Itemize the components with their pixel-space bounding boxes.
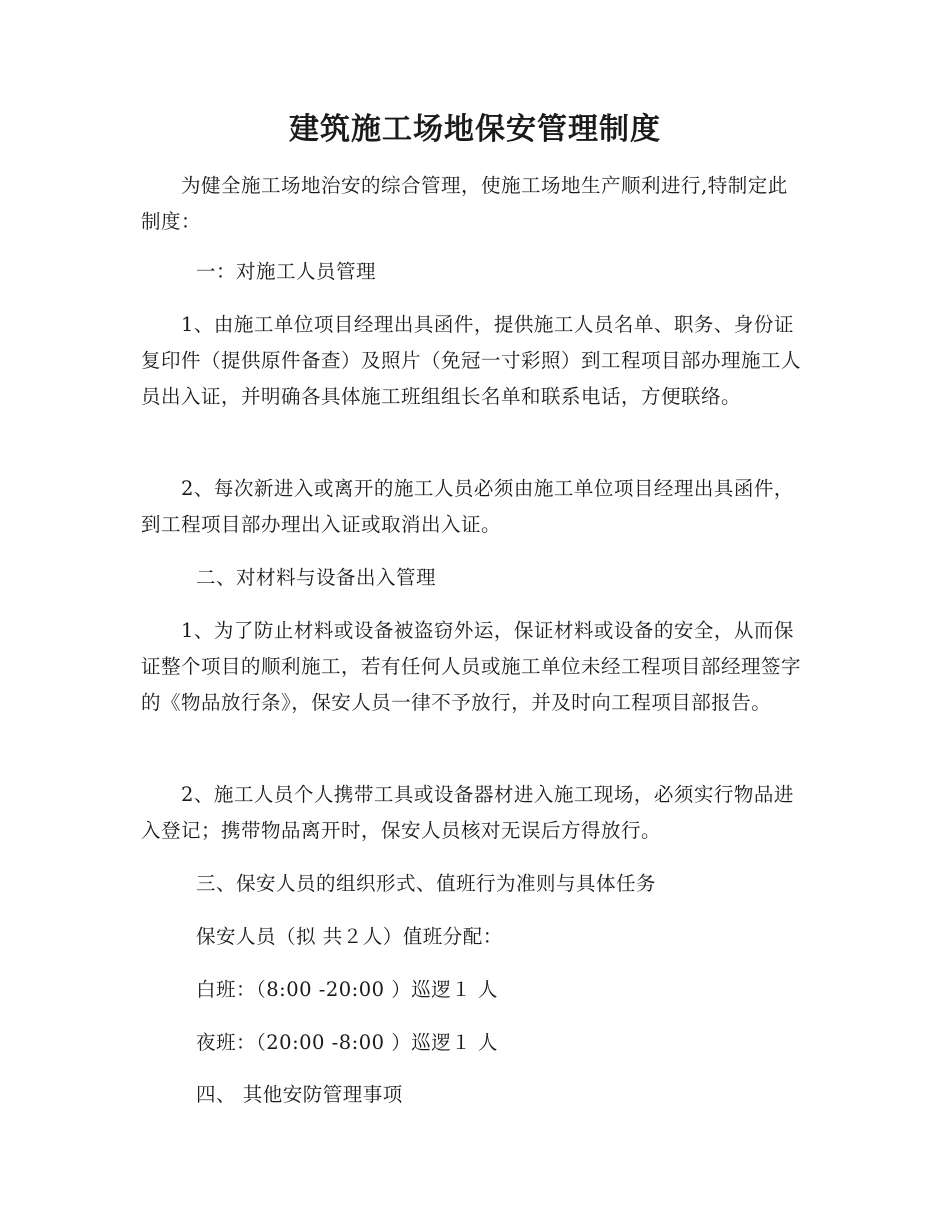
- section-2-item-1: 1、为了防止材料或设备被盗窃外运，保证材料或设备的安全，从而保证整个项目的顺利施工，若有任何人员或施工单位未经工程项目部经理签字的《物品放行条》，保安人员一律不予放行，并及时向工程项目部报告。: [141, 619, 802, 714]
- section-3-heading: 三、保安人员的组织形式、值班行为准则与具体任务: [196, 872, 657, 895]
- section-4-heading: 四、 其他安防管理事项: [196, 1083, 403, 1106]
- day-shift-line: 白班：（8:00 -20:00 ）巡逻１ 人: [196, 978, 498, 1001]
- staffing-line: 保安人员（拟 共２人）值班分配：: [196, 925, 503, 948]
- section-2-item-2: 2、施工人员个人携带工具或设备器材进入施工现场，必须实行物品进入登记；携带物品离开时，保安人员核对无误后方得放行。: [141, 783, 794, 842]
- night-shift-line: 夜班：（20:00 -8:00 ）巡逻１ 人: [196, 1031, 498, 1054]
- section-2-heading: 二、对材料与设备出入管理: [196, 566, 437, 589]
- section-1-item-1: 1、由施工单位项目经理出具函件，提供施工人员名单、职务、身份证复印件（提供原件备查）及照片（免冠一寸彩照）到工程项目部办理施工人员出入证，并明确各具体施工班组组长名单和联系电话，方便联络。: [141, 313, 802, 408]
- intro-paragraph: 为健全施工场地治安的综合管理，使施工场地生产顺利进行,特制定此制度：: [141, 174, 788, 233]
- section-1-heading: 一：对施工人员管理: [196, 260, 377, 283]
- document-title: 建筑施工场地保安管理制度: [289, 112, 661, 147]
- section-1-item-2: 2、每次新进入或离开的施工人员必须由施工单位项目经理出具函件，到工程项目部办理出入证或取消出入证。: [141, 477, 794, 536]
